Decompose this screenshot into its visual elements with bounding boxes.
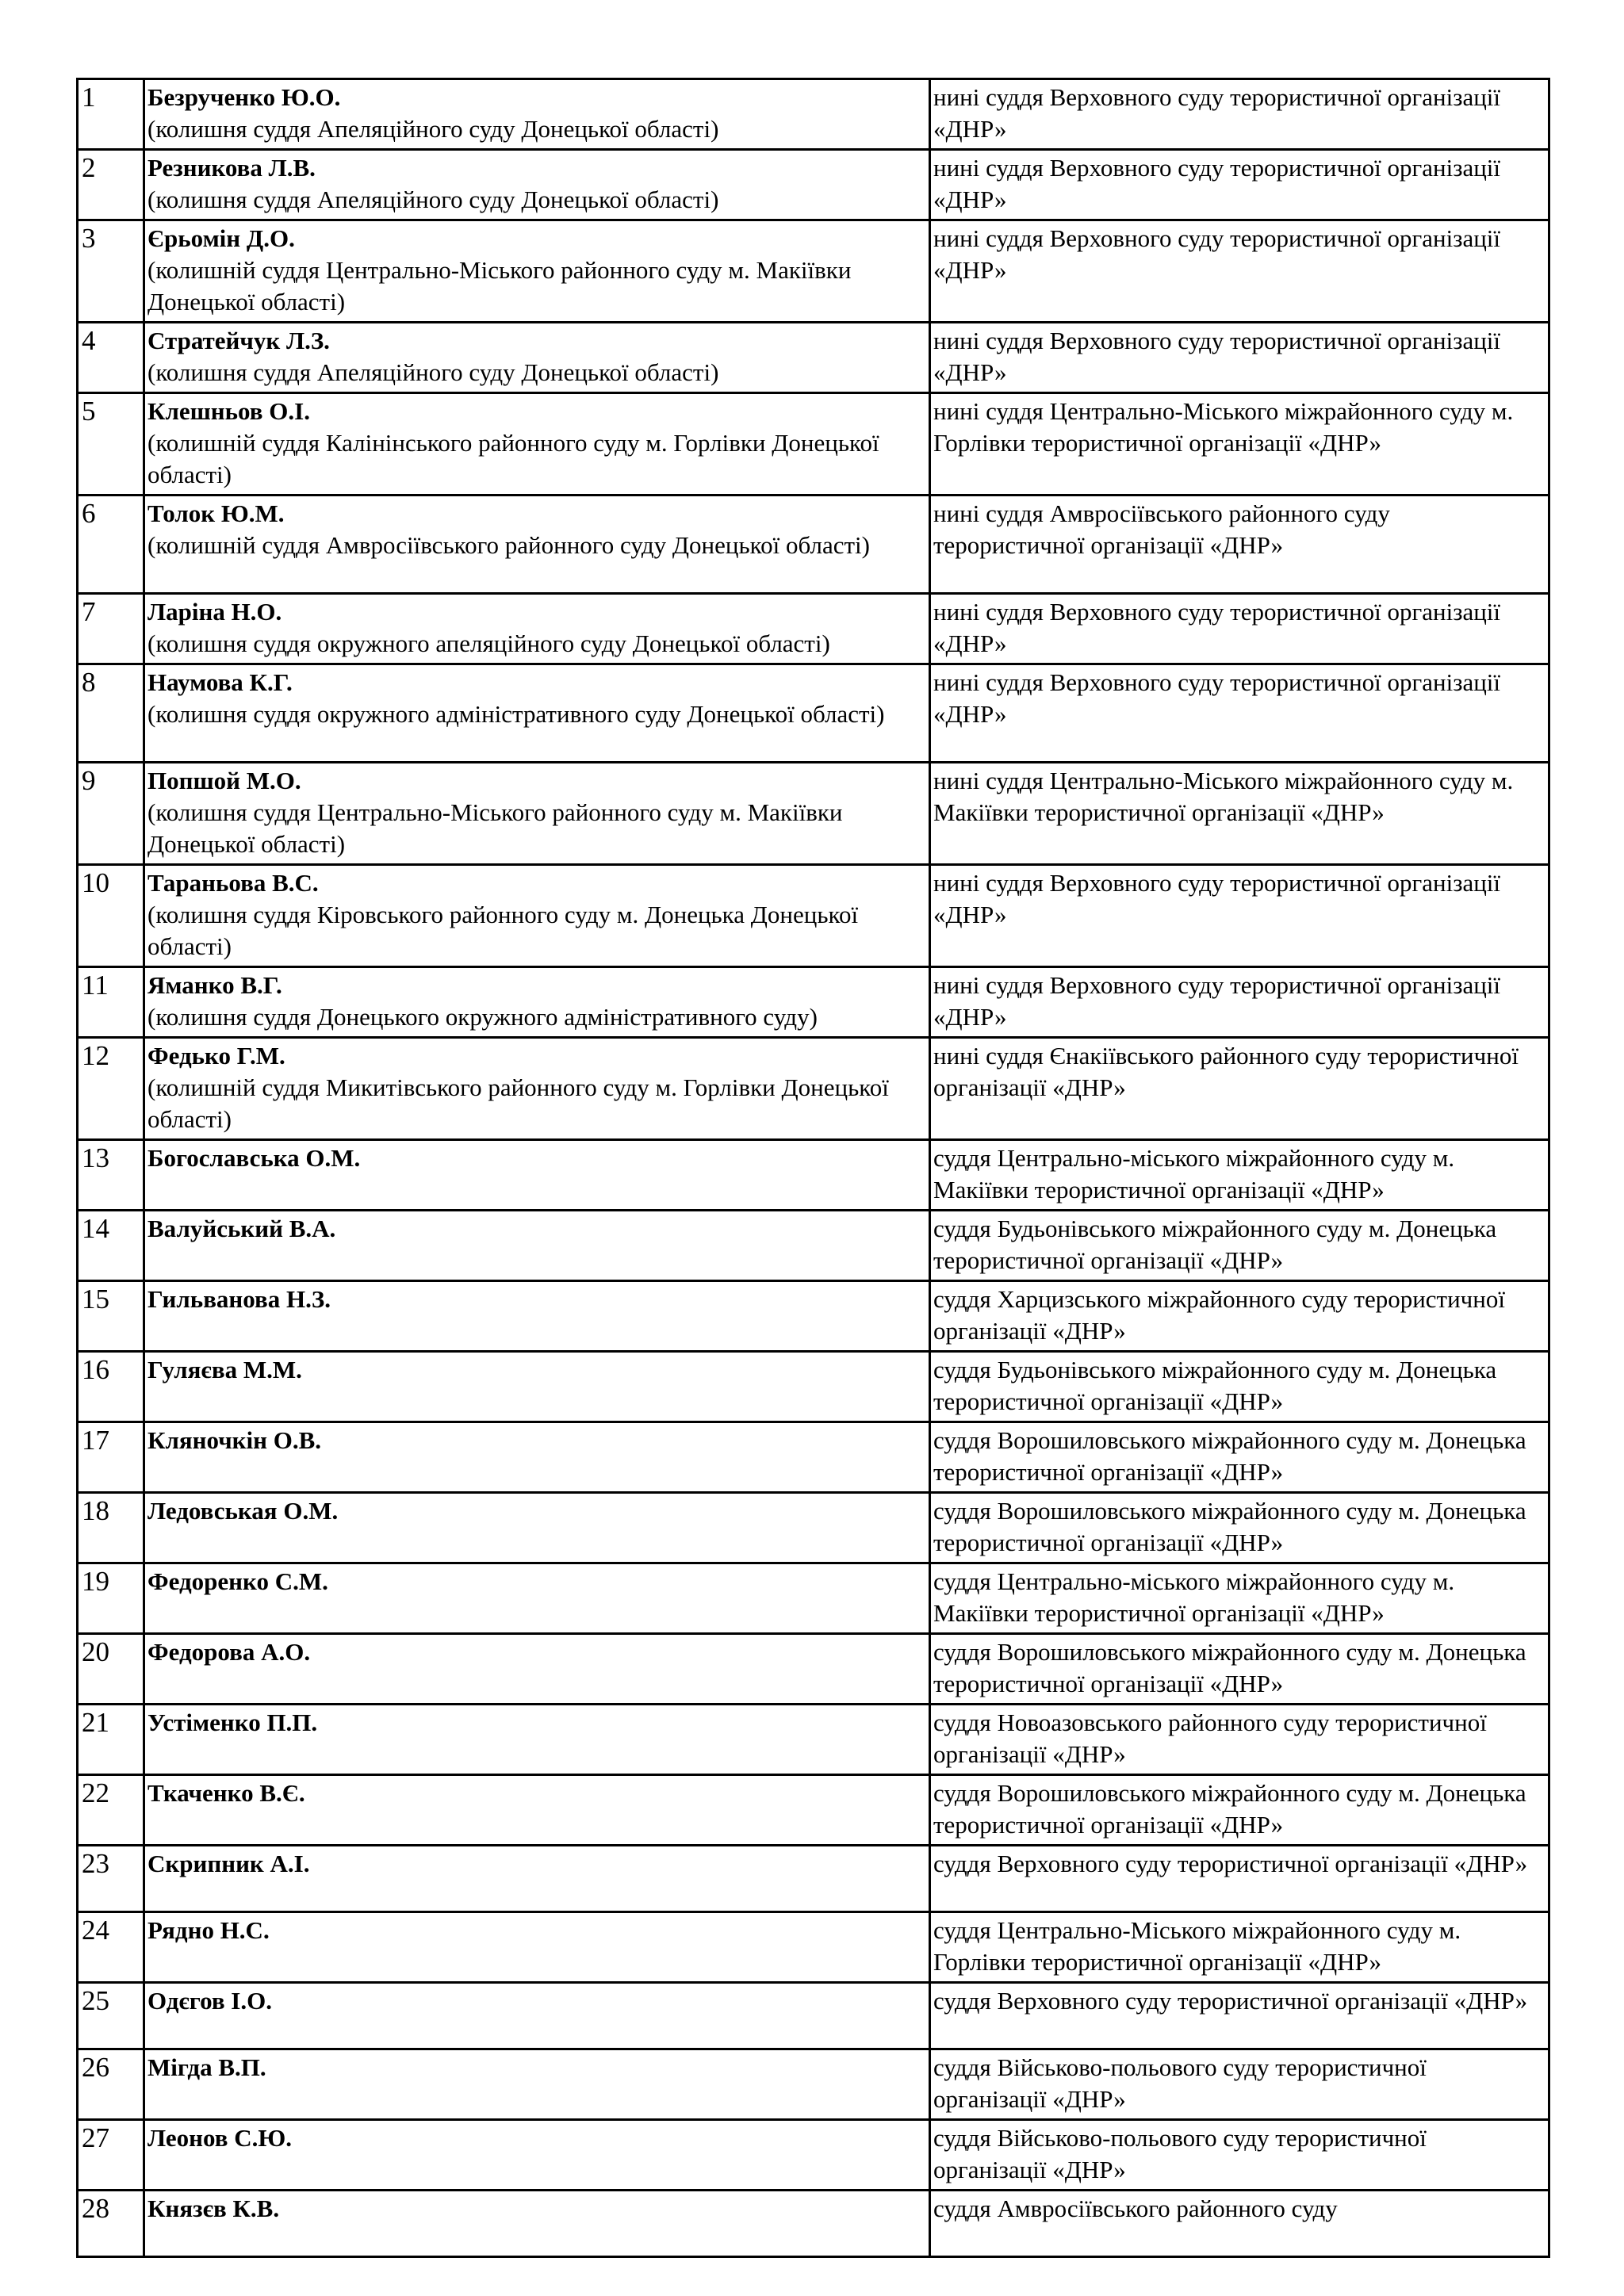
- judge-cell: [144, 594, 930, 664]
- judge-cell: [144, 1705, 930, 1775]
- judge-name: Леонов С.Ю.: [147, 2124, 293, 2152]
- former-position: (колишня суддя окружного апеляційного суду Донецької області): [147, 629, 830, 657]
- table-row: [78, 967, 1549, 1038]
- judge-name: Устіменко П.П.: [147, 1709, 318, 1736]
- judge-name: Федорова А.О.: [147, 1638, 311, 1666]
- row-number: 3: [78, 220, 144, 323]
- judge-name: Богославська О.М.: [147, 1144, 361, 1172]
- current-position: нині суддя Центрально-Міського міжрайонного суду м. Макіївки терористичної організації «ДНР»: [930, 763, 1549, 865]
- current-position: нині суддя Верховного суду терористичної організації «ДНР»: [930, 967, 1549, 1038]
- former-position: (колишня суддя Апеляційного суду Донецької області): [147, 115, 719, 143]
- judge-name: Попшой М.О.: [147, 767, 301, 794]
- current-position: нині суддя Центрально-Міського міжрайонного суду м. Горлівки терористичної організації «ДНР»: [930, 393, 1549, 496]
- row-number: 7: [78, 594, 144, 664]
- judge-cell: [144, 865, 930, 967]
- table-row: [78, 150, 1549, 220]
- row-number: 28: [78, 2191, 144, 2257]
- judge-cell: [144, 1846, 930, 1912]
- current-position: суддя Амвросіївського районного суду: [930, 2191, 1549, 2257]
- judge-cell: [144, 1038, 930, 1140]
- current-position: суддя Харцизського міжрайонного суду терористичної організації «ДНР»: [930, 1281, 1549, 1352]
- judge-cell: [144, 2049, 930, 2120]
- current-position: нині суддя Амвросіївського районного суду терористичної організації «ДНР»: [930, 496, 1549, 594]
- judge-cell: [144, 1140, 930, 1211]
- table-row: [78, 1211, 1549, 1281]
- judge-cell: [144, 323, 930, 393]
- row-number: 12: [78, 1038, 144, 1140]
- judge-cell: [144, 967, 930, 1038]
- row-number: 14: [78, 1211, 144, 1281]
- judge-cell: [144, 1634, 930, 1705]
- judge-cell: [144, 150, 930, 220]
- former-position: (колишня суддя Центрально-Міського районного суду м. Макіївки Донецької області): [147, 798, 843, 858]
- former-position: (колишня суддя Донецького окружного адміністративного суду): [147, 1003, 818, 1031]
- current-position: суддя Центрально-Міського міжрайонного суду м. Горлівки терористичної організації «ДНР»: [930, 1912, 1549, 1983]
- former-position: (колишній суддя Калінінського районного суду м. Горлівки Донецької області): [147, 429, 879, 488]
- table-row: [78, 763, 1549, 865]
- row-number: 6: [78, 496, 144, 594]
- judge-cell: [144, 1422, 930, 1493]
- row-number: 20: [78, 1634, 144, 1705]
- judge-name: Резникова Л.В.: [147, 154, 316, 182]
- judge-cell: [144, 1281, 930, 1352]
- judge-name: Мігда В.П.: [147, 2053, 266, 2081]
- current-position: суддя Новоазовського районного суду терористичної організації «ДНР»: [930, 1705, 1549, 1775]
- row-number: 21: [78, 1705, 144, 1775]
- judge-name: Толок Ю.М.: [147, 499, 285, 527]
- row-number: 16: [78, 1352, 144, 1422]
- table-row: [78, 2191, 1549, 2257]
- row-number: 19: [78, 1563, 144, 1634]
- row-number: 10: [78, 865, 144, 967]
- former-position: (колишній суддя Микитівського районного суду м. Горлівки Донецької області): [147, 1073, 889, 1133]
- current-position: нині суддя Верховного суду терористичної організації «ДНР»: [930, 220, 1549, 323]
- current-position: суддя Військово-польового суду терористичної організації «ДНР»: [930, 2049, 1549, 2120]
- row-number: 27: [78, 2120, 144, 2191]
- current-position: нині суддя Верховного суду терористичної організації «ДНР»: [930, 79, 1549, 150]
- row-number: 1: [78, 79, 144, 150]
- row-number: 26: [78, 2049, 144, 2120]
- table-row: [78, 1846, 1549, 1912]
- table-row: [78, 1493, 1549, 1563]
- current-position: нині суддя Верховного суду терористичної організації «ДНР»: [930, 865, 1549, 967]
- former-position: (колишній суддя Амвросіївського районного суду Донецької області): [147, 531, 870, 559]
- judge-name: Рядно Н.С.: [147, 1916, 270, 1944]
- judge-cell: [144, 2120, 930, 2191]
- current-position: суддя Будьонівського міжрайонного суду м. Донецька терористичної організації «ДНР»: [930, 1211, 1549, 1281]
- row-number: 4: [78, 323, 144, 393]
- judge-name: Князєв К.В.: [147, 2195, 280, 2222]
- judge-cell: [144, 393, 930, 496]
- current-position: нині суддя Верховного суду терористичної організації «ДНР»: [930, 664, 1549, 763]
- current-position: суддя Центрально-міського міжрайонного суду м. Макіївки терористичної організації «ДНР»: [930, 1563, 1549, 1634]
- table-row: [78, 1912, 1549, 1983]
- judge-name: Ларіна Н.О.: [147, 598, 282, 626]
- judge-cell: [144, 79, 930, 150]
- row-number: 24: [78, 1912, 144, 1983]
- judge-name: Яманко В.Г.: [147, 971, 282, 999]
- current-position: суддя Ворошиловського міжрайонного суду м. Донецька терористичної організації «ДНР»: [930, 1775, 1549, 1846]
- current-position: нині суддя Верховного суду терористичної організації «ДНР»: [930, 323, 1549, 393]
- row-number: 22: [78, 1775, 144, 1846]
- current-position: суддя Верховного суду терористичної організації «ДНР»: [930, 1983, 1549, 2049]
- table-row: [78, 1634, 1549, 1705]
- row-number: 13: [78, 1140, 144, 1211]
- former-position: (колишня суддя Апеляційного суду Донецької області): [147, 358, 719, 386]
- judge-name: Одєгов І.О.: [147, 1987, 272, 2015]
- current-position: нині суддя Верховного суду терористичної організації «ДНР»: [930, 150, 1549, 220]
- row-number: 23: [78, 1846, 144, 1912]
- former-position: (колишня суддя окружного адміністративного суду Донецької області): [147, 700, 885, 728]
- row-number: 11: [78, 967, 144, 1038]
- row-number: 17: [78, 1422, 144, 1493]
- table-row: [78, 1140, 1549, 1211]
- judge-name: Єрьомін Д.О.: [147, 224, 295, 252]
- judges-table-body: [78, 79, 1549, 2257]
- table-row: [78, 1983, 1549, 2049]
- row-number: 25: [78, 1983, 144, 2049]
- table-row: [78, 79, 1549, 150]
- judge-name: Ткаченко В.Є.: [147, 1779, 305, 1807]
- judge-name: Стратейчук Л.З.: [147, 327, 330, 354]
- table-row: [78, 1281, 1549, 1352]
- judge-cell: [144, 220, 930, 323]
- judge-name: Ледовськая О.М.: [147, 1497, 339, 1525]
- table-row: [78, 323, 1549, 393]
- table-row: [78, 496, 1549, 594]
- judge-name: Федоренко С.М.: [147, 1567, 328, 1595]
- judge-name: Наумова К.Г.: [147, 668, 293, 696]
- judge-cell: [144, 763, 930, 865]
- row-number: 2: [78, 150, 144, 220]
- former-position: (колишня суддя Апеляційного суду Донецької області): [147, 186, 719, 213]
- row-number: 8: [78, 664, 144, 763]
- judges-table: [76, 78, 1550, 2258]
- row-number: 9: [78, 763, 144, 865]
- table-row: [78, 220, 1549, 323]
- current-position: суддя Центрально-міського міжрайонного суду м. Макіївки терористичної організації «ДНР»: [930, 1140, 1549, 1211]
- table-row: [78, 1705, 1549, 1775]
- current-position: суддя Ворошиловського міжрайонного суду м. Донецька терористичної організації «ДНР»: [930, 1422, 1549, 1493]
- judge-cell: [144, 1563, 930, 1634]
- table-row: [78, 393, 1549, 496]
- row-number: 18: [78, 1493, 144, 1563]
- judge-cell: [144, 496, 930, 594]
- table-row: [78, 1352, 1549, 1422]
- table-row: [78, 1775, 1549, 1846]
- judge-name: Гильванова Н.З.: [147, 1285, 331, 1313]
- judge-name: Клешньов О.І.: [147, 397, 310, 425]
- row-number: 5: [78, 393, 144, 496]
- judge-cell: [144, 1775, 930, 1846]
- judge-name: Тараньова В.С.: [147, 869, 319, 897]
- current-position: нині суддя Єнакіївського районного суду терористичної організації «ДНР»: [930, 1038, 1549, 1140]
- former-position: (колишній суддя Центрально-Міського районного суду м. Макіївки Донецької області): [147, 256, 852, 316]
- current-position: суддя Військово-польового суду терористичної організації «ДНР»: [930, 2120, 1549, 2191]
- judge-cell: [144, 1352, 930, 1422]
- judge-name: Гуляєва М.М.: [147, 1356, 302, 1383]
- table-row: [78, 1422, 1549, 1493]
- current-position: суддя Ворошиловського міжрайонного суду м. Донецька терористичної організації «ДНР»: [930, 1493, 1549, 1563]
- judge-name: Безрученко Ю.О.: [147, 83, 341, 111]
- judge-cell: [144, 1211, 930, 1281]
- judge-cell: [144, 664, 930, 763]
- judge-cell: [144, 1493, 930, 1563]
- judge-name: Валуйський В.А.: [147, 1215, 336, 1242]
- judge-name: Федько Г.М.: [147, 1042, 285, 1070]
- table-row: [78, 865, 1549, 967]
- table-row: [78, 1563, 1549, 1634]
- judge-cell: [144, 1912, 930, 1983]
- judge-cell: [144, 1983, 930, 2049]
- former-position: (колишня суддя Кіровського районного суду м. Донецька Донецької області): [147, 901, 859, 960]
- judge-name: Скрипник А.І.: [147, 1850, 310, 1877]
- judge-cell: [144, 2191, 930, 2257]
- table-row: [78, 1038, 1549, 1140]
- table-row: [78, 2049, 1549, 2120]
- table-row: [78, 2120, 1549, 2191]
- current-position: нині суддя Верховного суду терористичної організації «ДНР»: [930, 594, 1549, 664]
- row-number: 15: [78, 1281, 144, 1352]
- current-position: суддя Ворошиловського міжрайонного суду м. Донецька терористичної організації «ДНР»: [930, 1634, 1549, 1705]
- judge-name: Кляночкін О.В.: [147, 1426, 322, 1454]
- table-row: [78, 664, 1549, 763]
- current-position: суддя Будьонівського міжрайонного суду м. Донецька терористичної організації «ДНР»: [930, 1352, 1549, 1422]
- current-position: суддя Верховного суду терористичної організації «ДНР»: [930, 1846, 1549, 1912]
- table-row: [78, 594, 1549, 664]
